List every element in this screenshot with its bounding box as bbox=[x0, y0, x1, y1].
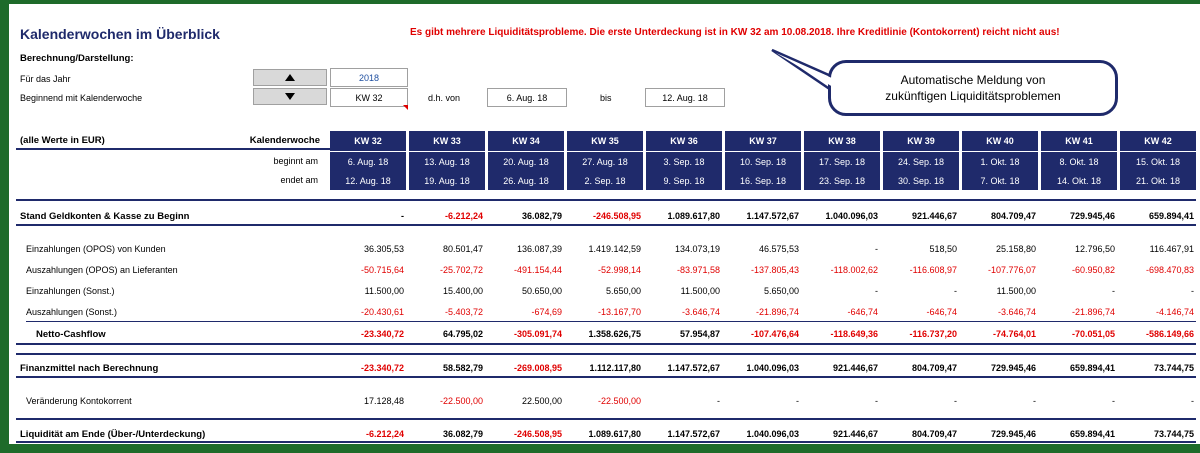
table-cell: -269.008,95 bbox=[513, 363, 562, 373]
week-kw-cell: KW 42 bbox=[1120, 131, 1196, 151]
table-cell: 5.650,00 bbox=[605, 286, 641, 296]
table-cell: 73.744,75 bbox=[1153, 429, 1194, 439]
table-cell: -107.476,64 bbox=[750, 329, 799, 339]
week-kw-cell: KW 38 bbox=[804, 131, 880, 151]
table-cell: -13.167,70 bbox=[597, 307, 641, 317]
table-cell: 804.709,47 bbox=[911, 429, 957, 439]
week-start-cell: 27. Aug. 18 bbox=[567, 152, 643, 171]
table-cell: 1.040.096,03 bbox=[746, 363, 799, 373]
table-cell: 1.419.142,59 bbox=[588, 244, 641, 254]
table-cell: - bbox=[1033, 396, 1036, 406]
table-cell: -22.500,00 bbox=[439, 396, 483, 406]
table-divider bbox=[16, 343, 1196, 345]
table-divider bbox=[16, 418, 1196, 420]
table-cell: -107.776,07 bbox=[987, 265, 1036, 275]
week-start-cell: 24. Sep. 18 bbox=[883, 152, 959, 171]
table-cell: - bbox=[875, 244, 878, 254]
row-label: Einzahlungen (Sonst.) bbox=[26, 286, 115, 296]
week-kw-cell: KW 36 bbox=[646, 131, 722, 151]
table-cell: - bbox=[717, 396, 720, 406]
week-end-cell: 14. Okt. 18 bbox=[1041, 171, 1117, 190]
table-cell: -646,74 bbox=[847, 307, 878, 317]
table-cell: - bbox=[1191, 396, 1194, 406]
table-cell: -74.764,01 bbox=[992, 329, 1036, 339]
week-start-cell: 17. Sep. 18 bbox=[804, 152, 880, 171]
table-cell: 12.796,50 bbox=[1074, 244, 1115, 254]
week-end-cell: 2. Sep. 18 bbox=[567, 171, 643, 190]
table-cell: 46.575,53 bbox=[758, 244, 799, 254]
table-cell: -60.950,82 bbox=[1071, 265, 1115, 275]
week-down-button[interactable] bbox=[253, 88, 327, 105]
table-cell: -5.403,72 bbox=[444, 307, 483, 317]
table-cell: 58.582,79 bbox=[442, 363, 483, 373]
row-label: Einzahlungen (OPOS) von Kunden bbox=[26, 244, 166, 254]
week-end-cell: 30. Sep. 18 bbox=[883, 171, 959, 190]
row-label: Auszahlungen (Sonst.) bbox=[26, 307, 118, 317]
year-label: Für das Jahr bbox=[20, 74, 71, 84]
table-cell: 17.128,48 bbox=[363, 396, 404, 406]
table-cell: 921.446,67 bbox=[832, 429, 878, 439]
table-cell: - bbox=[796, 396, 799, 406]
frame-border-top bbox=[0, 0, 1200, 4]
table-cell: -3.646,74 bbox=[997, 307, 1036, 317]
callout-line-1: Automatische Meldung von bbox=[900, 73, 1046, 87]
table-cell: 36.082,79 bbox=[442, 429, 483, 439]
callout-bubble bbox=[828, 60, 1118, 116]
table-cell: 1.089.617,80 bbox=[588, 429, 641, 439]
table-cell: -21.896,74 bbox=[755, 307, 799, 317]
table-cell: 11.500,00 bbox=[364, 286, 404, 296]
row-label: Stand Geldkonten & Kasse zu Beginn bbox=[20, 211, 190, 222]
from-date-field: 6. Aug. 18 bbox=[487, 88, 567, 107]
row-label: Veränderung Kontokorrent bbox=[26, 396, 132, 406]
table-cell: 729.945,46 bbox=[1069, 211, 1115, 221]
table-cell: -21.896,74 bbox=[1071, 307, 1115, 317]
table-cell: - bbox=[1191, 286, 1194, 296]
liquidity-alert: Es gibt mehrere Liquiditätsprobleme. Die erste Unterdeckung ist in KW 32 am 10.08.2018. Ihre Kreditlinie (Kontokorrent) reicht nicht aus! bbox=[410, 27, 1060, 38]
table-cell: 15.400,00 bbox=[442, 286, 483, 296]
table-cell: -116.737,20 bbox=[909, 329, 957, 339]
row-label: Auszahlungen (OPOS) an Lieferanten bbox=[26, 265, 178, 275]
table-cell: 134.073,19 bbox=[674, 244, 720, 254]
table-cell: -23.340,72 bbox=[360, 363, 404, 373]
to-label: bis bbox=[600, 93, 612, 103]
week-start-cell: 6. Aug. 18 bbox=[330, 152, 406, 171]
week-start-cell: 10. Sep. 18 bbox=[725, 152, 801, 171]
week-end-cell: 19. Aug. 18 bbox=[409, 171, 485, 190]
table-cell: 804.709,47 bbox=[911, 363, 957, 373]
frame-border-bottom bbox=[0, 444, 1200, 453]
table-cell: -6.212,24 bbox=[444, 211, 483, 221]
table-cell: 804.709,47 bbox=[990, 211, 1036, 221]
week-label: Beginnend mit Kalenderwoche bbox=[20, 93, 143, 103]
week-kw-cell: KW 40 bbox=[962, 131, 1038, 151]
table-cell: 116.467,91 bbox=[1149, 244, 1194, 254]
ends-label: endet am bbox=[280, 175, 318, 185]
table-cell: 22.500,00 bbox=[521, 396, 562, 406]
table-divider bbox=[16, 376, 1196, 378]
table-cell: -137.805,43 bbox=[750, 265, 799, 275]
week-kw-cell: KW 41 bbox=[1041, 131, 1117, 151]
table-cell: -23.340,72 bbox=[360, 329, 404, 339]
table-cell: -116.608,97 bbox=[909, 265, 957, 275]
week-start-cell: 1. Okt. 18 bbox=[962, 152, 1038, 171]
table-cell: 1.040.096,03 bbox=[746, 429, 799, 439]
table-cell: -22.500,00 bbox=[597, 396, 641, 406]
table-cell: - bbox=[1112, 396, 1115, 406]
comment-marker bbox=[403, 105, 408, 110]
table-divider bbox=[16, 199, 1196, 201]
table-cell: -4.146,74 bbox=[1155, 307, 1194, 317]
frame-border-left bbox=[0, 0, 9, 453]
year-up-button[interactable] bbox=[253, 69, 327, 86]
table-cell: 73.744,75 bbox=[1153, 363, 1194, 373]
week-field[interactable]: KW 32 bbox=[330, 88, 408, 107]
table-cell: -25.702,72 bbox=[439, 265, 483, 275]
week-kw-cell: KW 32 bbox=[330, 131, 406, 151]
table-cell: 659.894,41 bbox=[1148, 211, 1194, 221]
table-cell: 1.147.572,67 bbox=[746, 211, 799, 221]
callout-line-2: zukünftigen Liquiditätsproblemen bbox=[885, 89, 1061, 103]
table-cell: - bbox=[401, 211, 404, 221]
page-title: Kalenderwochen im Überblick bbox=[20, 26, 220, 42]
week-start-cell: 13. Aug. 18 bbox=[409, 152, 485, 171]
table-divider bbox=[16, 148, 330, 150]
begins-label: beginnt am bbox=[273, 156, 318, 166]
table-divider bbox=[16, 441, 1196, 443]
row-label: Liquidität am Ende (Über-/Unterdeckung) bbox=[20, 429, 206, 440]
week-end-cell: 16. Sep. 18 bbox=[725, 171, 801, 190]
table-cell: -3.646,74 bbox=[681, 307, 720, 317]
table-cell: - bbox=[875, 396, 878, 406]
table-cell: -674,69 bbox=[531, 307, 562, 317]
week-end-cell: 7. Okt. 18 bbox=[962, 171, 1038, 190]
table-cell: -246.508,95 bbox=[513, 429, 562, 439]
week-kw-cell: KW 39 bbox=[883, 131, 959, 151]
from-label: d.h. von bbox=[428, 93, 461, 103]
table-cell: 136.087,39 bbox=[516, 244, 562, 254]
table-cell: -118.649,36 bbox=[830, 329, 878, 339]
week-end-cell: 21. Okt. 18 bbox=[1120, 171, 1196, 190]
table-cell: 659.894,41 bbox=[1069, 429, 1115, 439]
week-start-cell: 3. Sep. 18 bbox=[646, 152, 722, 171]
week-kw-cell: KW 37 bbox=[725, 131, 801, 151]
table-cell: 1.089.617,80 bbox=[667, 211, 720, 221]
table-cell: 729.945,46 bbox=[990, 363, 1036, 373]
table-cell: 11.500,00 bbox=[996, 286, 1036, 296]
week-start-cell: 15. Okt. 18 bbox=[1120, 152, 1196, 171]
settings-heading: Berechnung/Darstellung: bbox=[20, 53, 134, 64]
week-kw-cell: KW 33 bbox=[409, 131, 485, 151]
table-cell: 1.147.572,67 bbox=[667, 363, 720, 373]
week-end-cell: 12. Aug. 18 bbox=[330, 171, 406, 190]
table-cell: 1.112.117,80 bbox=[589, 363, 641, 373]
table-cell: -118.002,62 bbox=[830, 265, 878, 275]
table-cell: 57.954,87 bbox=[679, 329, 720, 339]
row-label: Netto-Cashflow bbox=[36, 329, 106, 340]
week-end-cell: 9. Sep. 18 bbox=[646, 171, 722, 190]
triangle-down-icon bbox=[285, 93, 295, 100]
week-kw-cell: KW 35 bbox=[567, 131, 643, 151]
table-cell: - bbox=[954, 286, 957, 296]
table-cell: -83.971,58 bbox=[676, 265, 720, 275]
table-cell: 659.894,41 bbox=[1069, 363, 1115, 373]
week-end-cell: 23. Sep. 18 bbox=[804, 171, 880, 190]
table-cell: 11.500,00 bbox=[680, 286, 720, 296]
table-cell: -646,74 bbox=[926, 307, 957, 317]
table-cell: 36.082,79 bbox=[521, 211, 562, 221]
to-date-field: 12. Aug. 18 bbox=[645, 88, 725, 107]
table-cell: 80.501,47 bbox=[442, 244, 483, 254]
table-cell: -6.212,24 bbox=[365, 429, 404, 439]
table-cell: -70.051,05 bbox=[1071, 329, 1115, 339]
table-divider bbox=[16, 353, 1196, 355]
table-cell: - bbox=[875, 286, 878, 296]
table-cell: - bbox=[954, 396, 957, 406]
kw-label: Kalenderwoche bbox=[249, 135, 320, 146]
table-cell: 921.446,67 bbox=[832, 363, 878, 373]
table-cell: 1.358.626,75 bbox=[588, 329, 641, 339]
table-cell: 729.945,46 bbox=[990, 429, 1036, 439]
table-cell: 5.650,00 bbox=[763, 286, 799, 296]
table-cell: -491.154,44 bbox=[513, 265, 562, 275]
table-cell: 518,50 bbox=[929, 244, 957, 254]
table-cell: -586.149,66 bbox=[1145, 329, 1194, 339]
table-cell: - bbox=[1112, 286, 1115, 296]
table-cell: -50.715,64 bbox=[360, 265, 404, 275]
year-field[interactable]: 2018 bbox=[330, 68, 408, 87]
table-cell: -246.508,95 bbox=[592, 211, 641, 221]
row-label: Finanzmittel nach Berechnung bbox=[20, 363, 159, 374]
table-cell: -305.091,74 bbox=[513, 329, 562, 339]
table-cell: 921.446,67 bbox=[911, 211, 957, 221]
table-divider bbox=[16, 224, 1196, 226]
table-cell: 64.795,02 bbox=[442, 329, 483, 339]
table-divider bbox=[26, 321, 1196, 322]
units-label: (alle Werte in EUR) bbox=[20, 135, 105, 146]
table-cell: -20.430,61 bbox=[360, 307, 404, 317]
table-cell: 36.305,53 bbox=[363, 244, 404, 254]
table-cell: -52.998,14 bbox=[597, 265, 641, 275]
triangle-up-icon bbox=[285, 74, 295, 81]
week-start-cell: 8. Okt. 18 bbox=[1041, 152, 1117, 171]
week-end-cell: 26. Aug. 18 bbox=[488, 171, 564, 190]
table-cell: 25.158,80 bbox=[995, 244, 1036, 254]
week-kw-cell: KW 34 bbox=[488, 131, 564, 151]
table-cell: 50.650,00 bbox=[521, 286, 562, 296]
table-cell: 1.147.572,67 bbox=[667, 429, 720, 439]
week-start-cell: 20. Aug. 18 bbox=[488, 152, 564, 171]
table-cell: -698.470,83 bbox=[1145, 265, 1194, 275]
table-cell: 1.040.096,03 bbox=[825, 211, 878, 221]
